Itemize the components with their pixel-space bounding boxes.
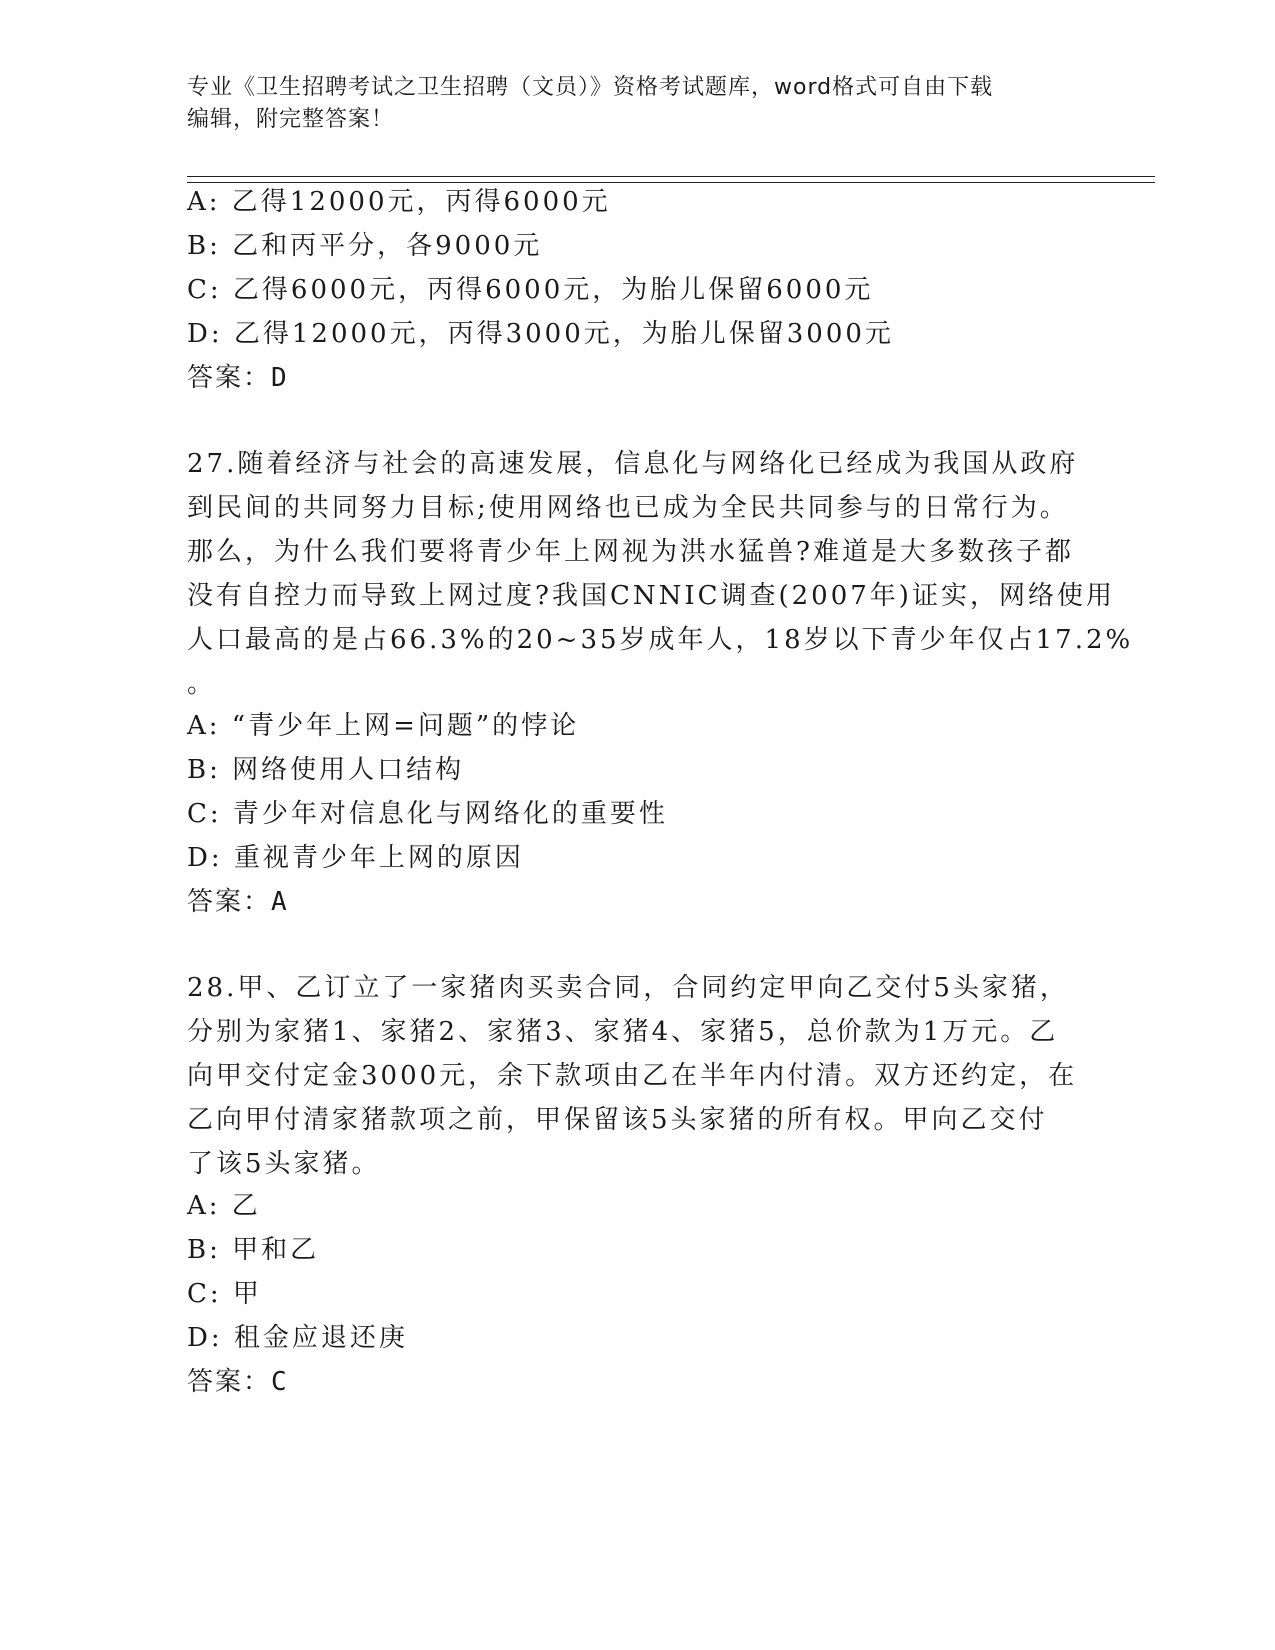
q26-option-a: A: 乙得12000元，丙得6000元 [187, 187, 611, 217]
answer-value: C [271, 1367, 289, 1397]
q28-text-line-5: 了该5头家猪。 [187, 1149, 381, 1179]
answer-value: D [271, 363, 289, 393]
q28-text-line-3: 向甲交付定金3000元，余下款项由乙在半年内付清。双方还约定，在 [187, 1061, 1078, 1091]
q26-option-b: B: 乙和丙平分，各9000元 [187, 231, 543, 261]
q27-option-c: C: 青少年对信息化与网络化的重要性 [187, 799, 668, 829]
q27-text-line-2: 到民间的共同努力目标;使用网络也已成为全民共同参与的日常行为。 [187, 493, 1069, 523]
q28-option-d: D: 租金应退还庚 [187, 1323, 408, 1353]
q27-text-line-6: 。 [187, 669, 217, 699]
q27-text-line-4: 没有自控力而导致上网过度?我国CNNIC调查(2007年)证实，网络使用 [187, 581, 1115, 611]
document-header [187, 72, 1087, 136]
q27-text-line-5: 人口最高的是占66.3%的20~35岁成年人，18岁以下青少年仅占17.2% [187, 625, 1134, 655]
q28-text-line-4: 乙向甲付清家猪款项之前，甲保留该5头家猪的所有权。甲向乙交付 [187, 1105, 1048, 1135]
answer-label: 答案： [187, 1367, 272, 1397]
q27-text-line-1: 27.随着经济与社会的高速发展，信息化与网络化已经成为我国从政府 [187, 449, 1079, 479]
q27-option-a: A: “青少年上网=问题”的悖论 [187, 711, 580, 741]
q27-text-line-3: 那么，为什么我们要将青少年上网视为洪水猛兽?难道是大多数孩子都 [187, 537, 1074, 567]
answer-label: 答案： [187, 363, 272, 393]
header-line-1: 专业《卫生招聘考试之卫生招聘（文员）》资格考试题库，word格式可自由下载 [187, 75, 994, 100]
q28-text-line-1: 28.甲、乙订立了一家猪肉买卖合同，合同约定甲向乙交付5头家猪， [187, 973, 1069, 1003]
q27-option-b: B: 网络使用人口结构 [187, 755, 465, 785]
q27-option-d: D: 重视青少年上网的原因 [187, 843, 524, 873]
header-line-2: 编辑，附完整答案！ [187, 107, 395, 132]
q26-option-d: D: 乙得12000元，丙得3000元，为胎儿保留3000元 [187, 319, 894, 349]
q26-answer [187, 362, 289, 394]
q28-option-b: B: 甲和乙 [187, 1235, 320, 1265]
q26-option-c: C: 乙得6000元，丙得6000元，为胎儿保留6000元 [187, 275, 874, 305]
q28-option-a: A: 乙 [187, 1191, 261, 1221]
answer-label: 答案： [187, 887, 272, 917]
header-divider-top [187, 176, 1155, 177]
q28-option-c: C: 甲 [187, 1279, 262, 1309]
q28-text-line-2: 分别为家猪1、家猪2、家猪3、家猪4、家猪5，总价款为1万元。乙 [187, 1017, 1059, 1047]
header-divider-bottom [187, 182, 1155, 183]
answer-value: A [271, 887, 289, 917]
q28-answer [187, 1366, 289, 1398]
q27-answer [187, 886, 289, 918]
